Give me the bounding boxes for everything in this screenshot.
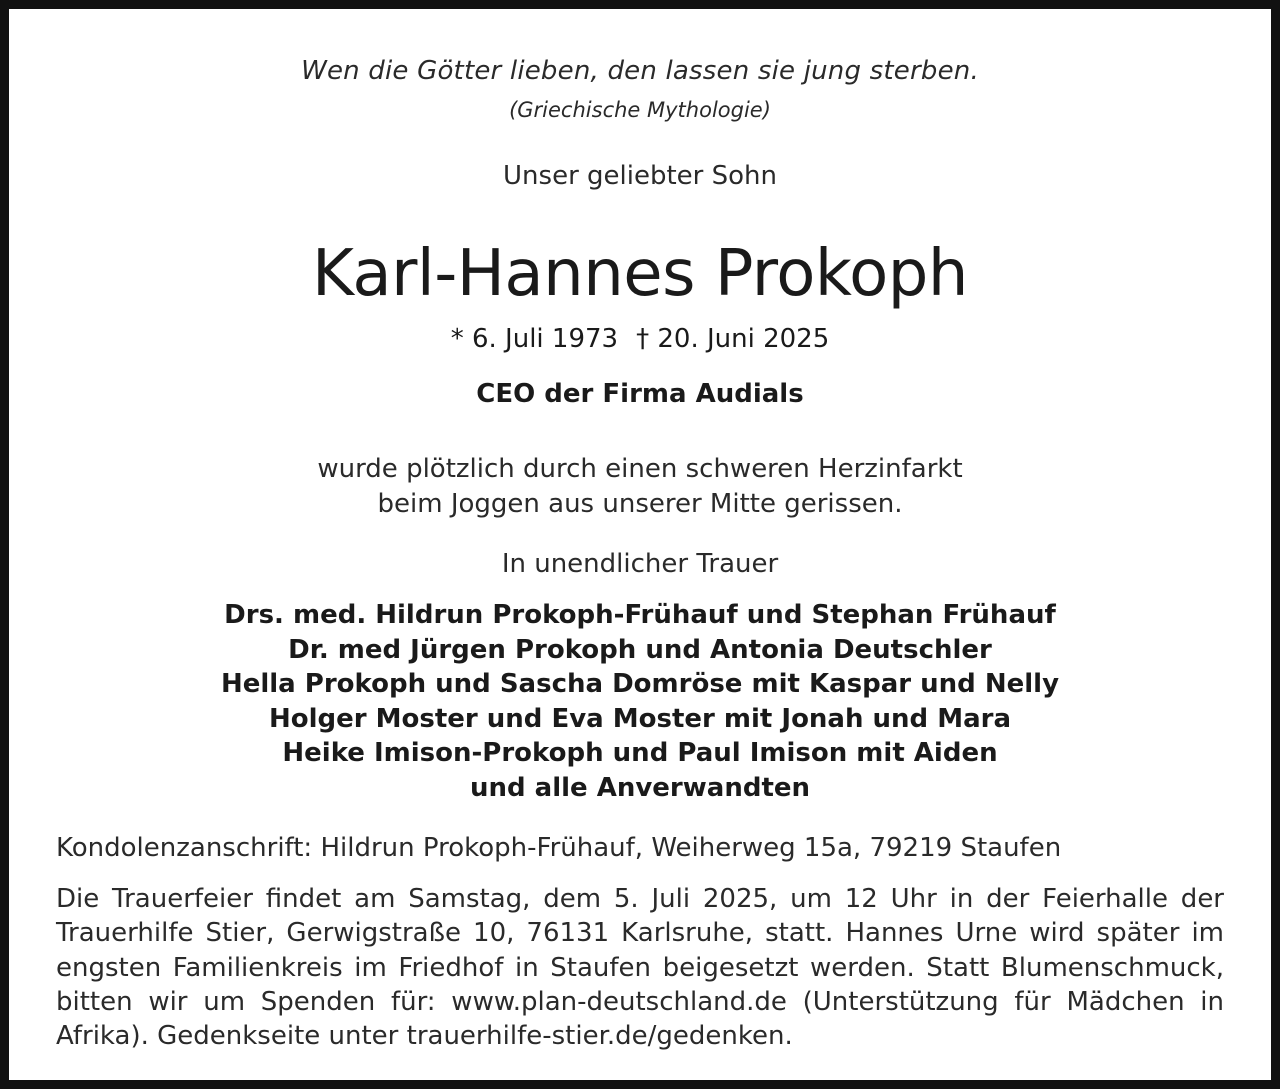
epigraph-quote: Wen die Götter lieben, den lassen sie jung sterben. xyxy=(301,56,979,86)
death-message xyxy=(18,452,1262,522)
mourning-intro: In unendlicher Trauer xyxy=(501,549,779,579)
intro-line: Unser geliebter Sohn xyxy=(503,161,777,191)
mourner-entry: Hella Prokoph und Sascha Domröse mit Kaspar und Nelly xyxy=(220,669,1060,699)
ceremony-line: Afrika). Gedenkseite unter trauerhilfe-stier.de/gedenken. xyxy=(56,1021,793,1052)
condolence-address: Kondolenzanschrift: Hildrun Prokoph-Frühauf, Weiherweg 15a, 79219 Staufen xyxy=(56,833,1062,863)
ceremony-line: Trauerhilfe Stier, Gerwigstraße 10, 76131 Karlsruhe, statt. Hannes Urne wird später im xyxy=(56,918,1224,949)
mourner-entry: Drs. med. Hildrun Prokoph-Frühauf und Stephan Frühauf xyxy=(224,600,1056,630)
ceremony-line: Die Trauerfeier findet am Samstag, dem 5. Juli 2025, um 12 Uhr in der Feierhalle der xyxy=(56,884,1224,914)
message-line: wurde plötzlich durch einen schweren Herzinfarkt xyxy=(317,454,963,484)
mourner-entry: Holger Moster und Eva Moster mit Jonah und Mara xyxy=(268,703,1012,734)
mourner-entry: Dr. med Jürgen Prokoph und Antonia Deutschler xyxy=(288,634,992,665)
deceased-position: CEO der Firma Audials xyxy=(476,379,804,409)
obituary-content xyxy=(18,18,1262,1071)
life-dates xyxy=(18,324,1262,354)
birth-date: * 6. Juli 1973 xyxy=(450,324,619,354)
message-line: beim Joggen aus unserer Mitte gerissen. xyxy=(377,489,903,519)
mourners-list xyxy=(18,598,1262,805)
mourner-entry: Heike Imison-Prokoph und Paul Imison mit Aiden xyxy=(282,738,998,768)
ceremony-line: bitten wir um Spenden für: www.plan-deutschland.de (Unterstützung für Mädchen in xyxy=(56,986,1224,1017)
epigraph-source: (Griechische Mythologie) xyxy=(509,98,771,122)
ceremony-details xyxy=(56,882,1224,1053)
deceased-name: Karl-Hannes Prokoph xyxy=(312,237,968,311)
mourner-entry: und alle Anverwandten xyxy=(469,772,811,803)
death-date: † 20. Juni 2025 xyxy=(636,324,830,354)
ceremony-line: engsten Familienkreis im Friedhof in Staufen beigesetzt werden. Statt Blumenschmuck, xyxy=(56,952,1224,983)
